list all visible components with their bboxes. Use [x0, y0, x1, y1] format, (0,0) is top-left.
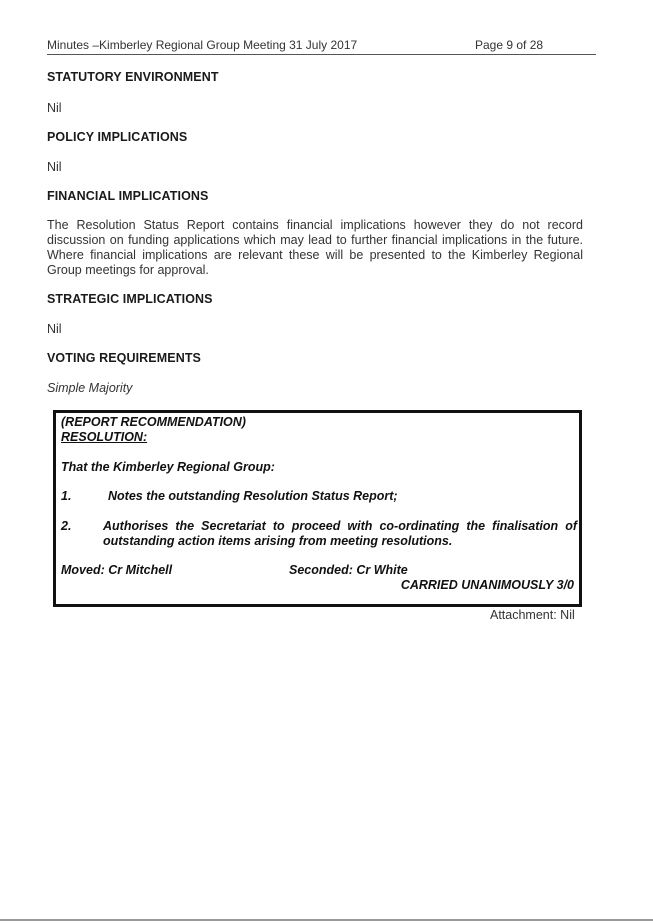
header-title: Minutes –Kimberley Regional Group Meeting 31 July 2017 — [47, 38, 358, 52]
moved-by: Moved: Cr Mitchell — [61, 563, 173, 577]
policy-implications-text: Nil — [47, 160, 62, 174]
strategic-implications-text: Nil — [47, 322, 62, 336]
heading-voting-requirements: VOTING REQUIREMENTS — [47, 351, 201, 365]
resolution-label: RESOLUTION: — [61, 430, 148, 444]
resolution-intro: That the Kimberley Regional Group: — [61, 460, 275, 474]
resolution-box — [53, 410, 582, 607]
statutory-environment-text: Nil — [47, 101, 62, 115]
heading-policy-implications: POLICY IMPLICATIONS — [47, 130, 188, 144]
resolution-item-number: 1. — [61, 489, 72, 503]
heading-statutory-environment: STATUTORY ENVIRONMENT — [47, 70, 219, 84]
resolution-item-text: Notes the outstanding Resolution Status Report; — [108, 489, 398, 503]
voting-requirements-text: Simple Majority — [47, 381, 133, 395]
seconded-by: Seconded: Cr White — [289, 563, 408, 577]
page-bottom-divider — [0, 919, 653, 921]
resolution-item-text: Authorises the Secretariat to proceed with co-ordinating the finalisation of outstanding action items arising from meeting resolutions. — [103, 519, 577, 548]
resolution-item-number: 2. — [61, 519, 72, 533]
report-recommendation-label: (REPORT RECOMMENDATION) — [61, 415, 246, 429]
attachment-note: Attachment: Nil — [490, 608, 575, 622]
financial-implications-text: The Resolution Status Report contains financial implications however they do not record discussion on funding applications which may lead to further financial implications in the future. Where financial implications are relevant these will be presented to the Kimberley Regional Group meetings for approval. — [47, 218, 583, 277]
page-number: Page 9 of 28 — [475, 38, 544, 52]
heading-financial-implications: FINANCIAL IMPLICATIONS — [47, 189, 209, 203]
page-header — [47, 37, 596, 55]
carried-status: CARRIED UNANIMOUSLY 3/0 — [400, 578, 574, 592]
heading-strategic-implications: STRATEGIC IMPLICATIONS — [47, 292, 213, 306]
